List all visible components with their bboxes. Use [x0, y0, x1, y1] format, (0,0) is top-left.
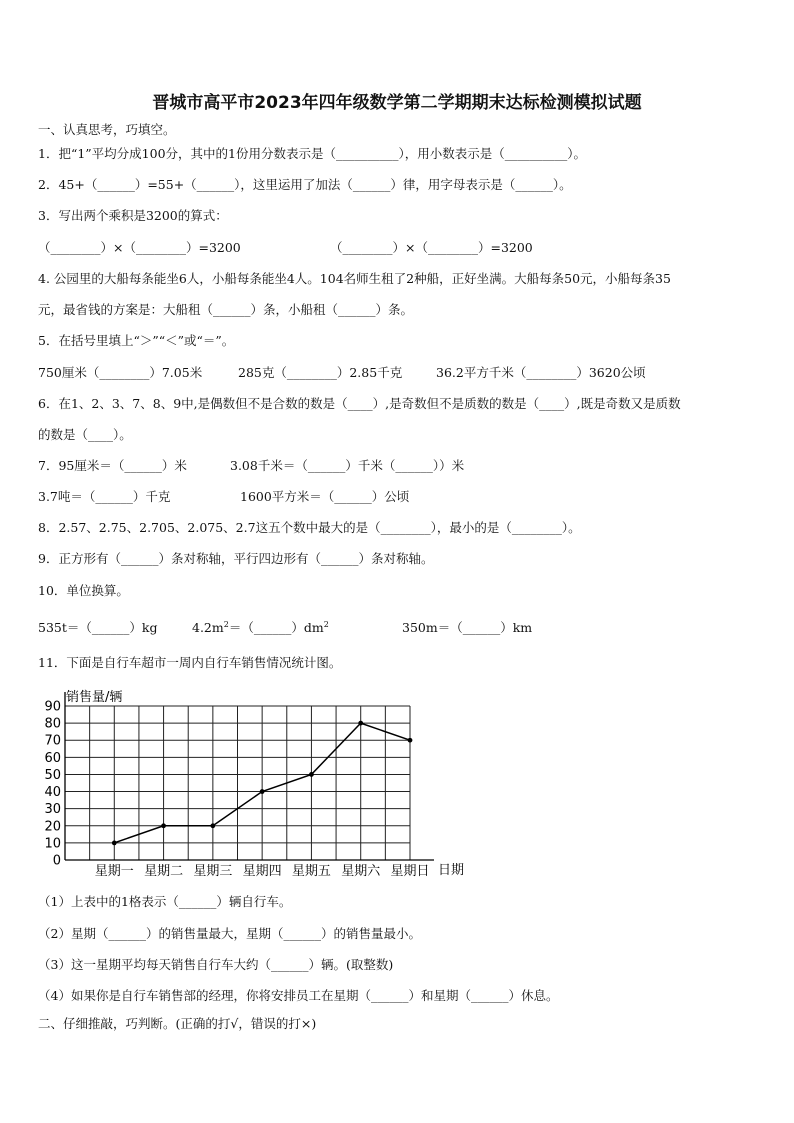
chart-data-point — [260, 789, 265, 794]
chart-x-tick-label: 星期二 — [144, 864, 184, 879]
page-title: 晋城市高平市2023年四年级数学第二学期期末达标检测模拟试题 — [152, 93, 642, 113]
question-10-item-2: $4.2m^2=(\_\_\_\_\_\_)dm^2$ — [192, 620, 329, 635]
question-5-item-1: 750厘米（________）7.05米 — [38, 365, 203, 380]
question-6-line-2: 的数是（____）。 — [38, 427, 132, 442]
chart-y-tick-label: 90 — [44, 699, 61, 715]
question-5-item-3: 36.2平方千米（________）3620公顷 — [436, 365, 646, 380]
chart-x-tick-label: 星期三 — [193, 864, 233, 879]
question-10-item-1: 535t＝（______）kg — [38, 620, 158, 635]
question-6-line-1: 6．在1、2、3、7、8、9中,是偶数但不是合数的数是（____）,是奇数但不是质数的数是（____）,既是奇数又是质数 — [38, 396, 681, 411]
chart-y-tick-label: 60 — [44, 750, 61, 766]
question-7-item-4: 1600平方米＝（______）公顷 — [240, 489, 410, 504]
chart-data-point — [408, 738, 413, 743]
question-4-line-1: 4. 公园里的大船每条能坐6人，小船每条能坐4人。104名师生租了2种船，正好坐满。大船每条50元，小船每条35 — [38, 271, 671, 286]
question-3-expr-1: （________）×（________）=3200 — [38, 240, 241, 255]
question-5-prompt: 5．在括号里填上“＞”“＜”或“＝”。 — [38, 333, 235, 348]
question-9: 9．正方形有（______）条对称轴，平行四边形有（______）条对称轴。 — [38, 551, 434, 566]
question-5-item-2: 285克（________）2.85千克 — [238, 365, 403, 380]
chart-x-tick-label: 星期六 — [341, 864, 381, 879]
question-1: 1．把“1”平均分成100分，其中的1份用分数表示是（__________），用小数表示是（__________）。 — [38, 146, 586, 161]
chart-x-tick-label: 星期四 — [242, 864, 282, 879]
question-4-line-2: 元，最省钱的方案是：大船租（______）条，小船租（______）条。 — [38, 302, 414, 317]
chart-x-tick-label: 星期日 — [390, 864, 430, 879]
chart-y-tick-label: 80 — [44, 716, 61, 732]
chart-y-tick-label: 30 — [44, 802, 61, 818]
chart-y-tick-label: 50 — [44, 767, 61, 783]
question-11-part-4: （4）如果你是自行车销售部的经理，你将安排员工在星期（______）和星期（______）休息。 — [38, 988, 559, 1003]
chart-data-point — [309, 772, 314, 777]
chart-x-tick-label: 星期五 — [291, 864, 331, 879]
question-11-part-3: （3）这一星期平均每天销售自行车大约（______）辆。(取整数) — [38, 957, 394, 972]
chart-y-tick-label: 0 — [52, 853, 61, 869]
chart-y-tick-label: 20 — [44, 819, 61, 835]
question-7-item-1: 7．95厘米＝（______）米 — [38, 458, 187, 473]
chart-axes — [65, 692, 434, 860]
question-7-item-3: 3.7吨＝（______）千克 — [38, 489, 171, 504]
question-11-prompt: 11．下面是自行车超市一周内自行车销售情况统计图。 — [38, 655, 342, 670]
question-7-item-2: 3.08千米＝（______）千米（______））米 — [230, 458, 465, 473]
question-3-prompt: 3．写出两个乘积是3200的算式： — [38, 208, 228, 223]
chart-x-axis-label: 日期 — [438, 863, 465, 878]
question-11-part-2: （2）星期（______）的销售量最大，星期（______）的销售量最小。 — [38, 926, 421, 941]
chart-data-point — [112, 840, 117, 845]
chart-x-tick-label: 星期一 — [94, 864, 134, 879]
chart-data-point — [358, 721, 363, 726]
question-10-item-3: 350m＝（______）km — [402, 620, 533, 635]
chart-y-axis-label: 销售量/辆 — [66, 690, 123, 705]
chart-data-point — [210, 823, 215, 828]
section-1-heading: 一、认真思考，巧填空。 — [38, 122, 176, 137]
question-11-part-1: （1）上表中的1格表示（______）辆自行车。 — [38, 894, 292, 909]
question-2: 2．45+（______）=55+（______），这里运用了加法（______）律，用字母表示是（______）。 — [38, 177, 572, 192]
chart-y-tick-label: 10 — [44, 836, 61, 852]
question-8: 8．2.57、2.75、2.705、2.075、2.7这五个数中最大的是（________），最小的是（________）。 — [38, 520, 581, 535]
chart-y-tick-label: 70 — [44, 733, 61, 749]
section-2-heading: 二、仔细推敲，巧判断。(正确的打√，错误的打×) — [38, 1016, 317, 1031]
sales-line-chart — [36, 684, 476, 880]
chart-y-tick-label: 40 — [44, 785, 61, 801]
question-3-expr-2: （________）×（________）=3200 — [330, 240, 533, 255]
question-10-prompt: 10．单位换算。 — [38, 583, 129, 598]
chart-data-point — [161, 823, 166, 828]
chart-grid — [65, 706, 410, 860]
